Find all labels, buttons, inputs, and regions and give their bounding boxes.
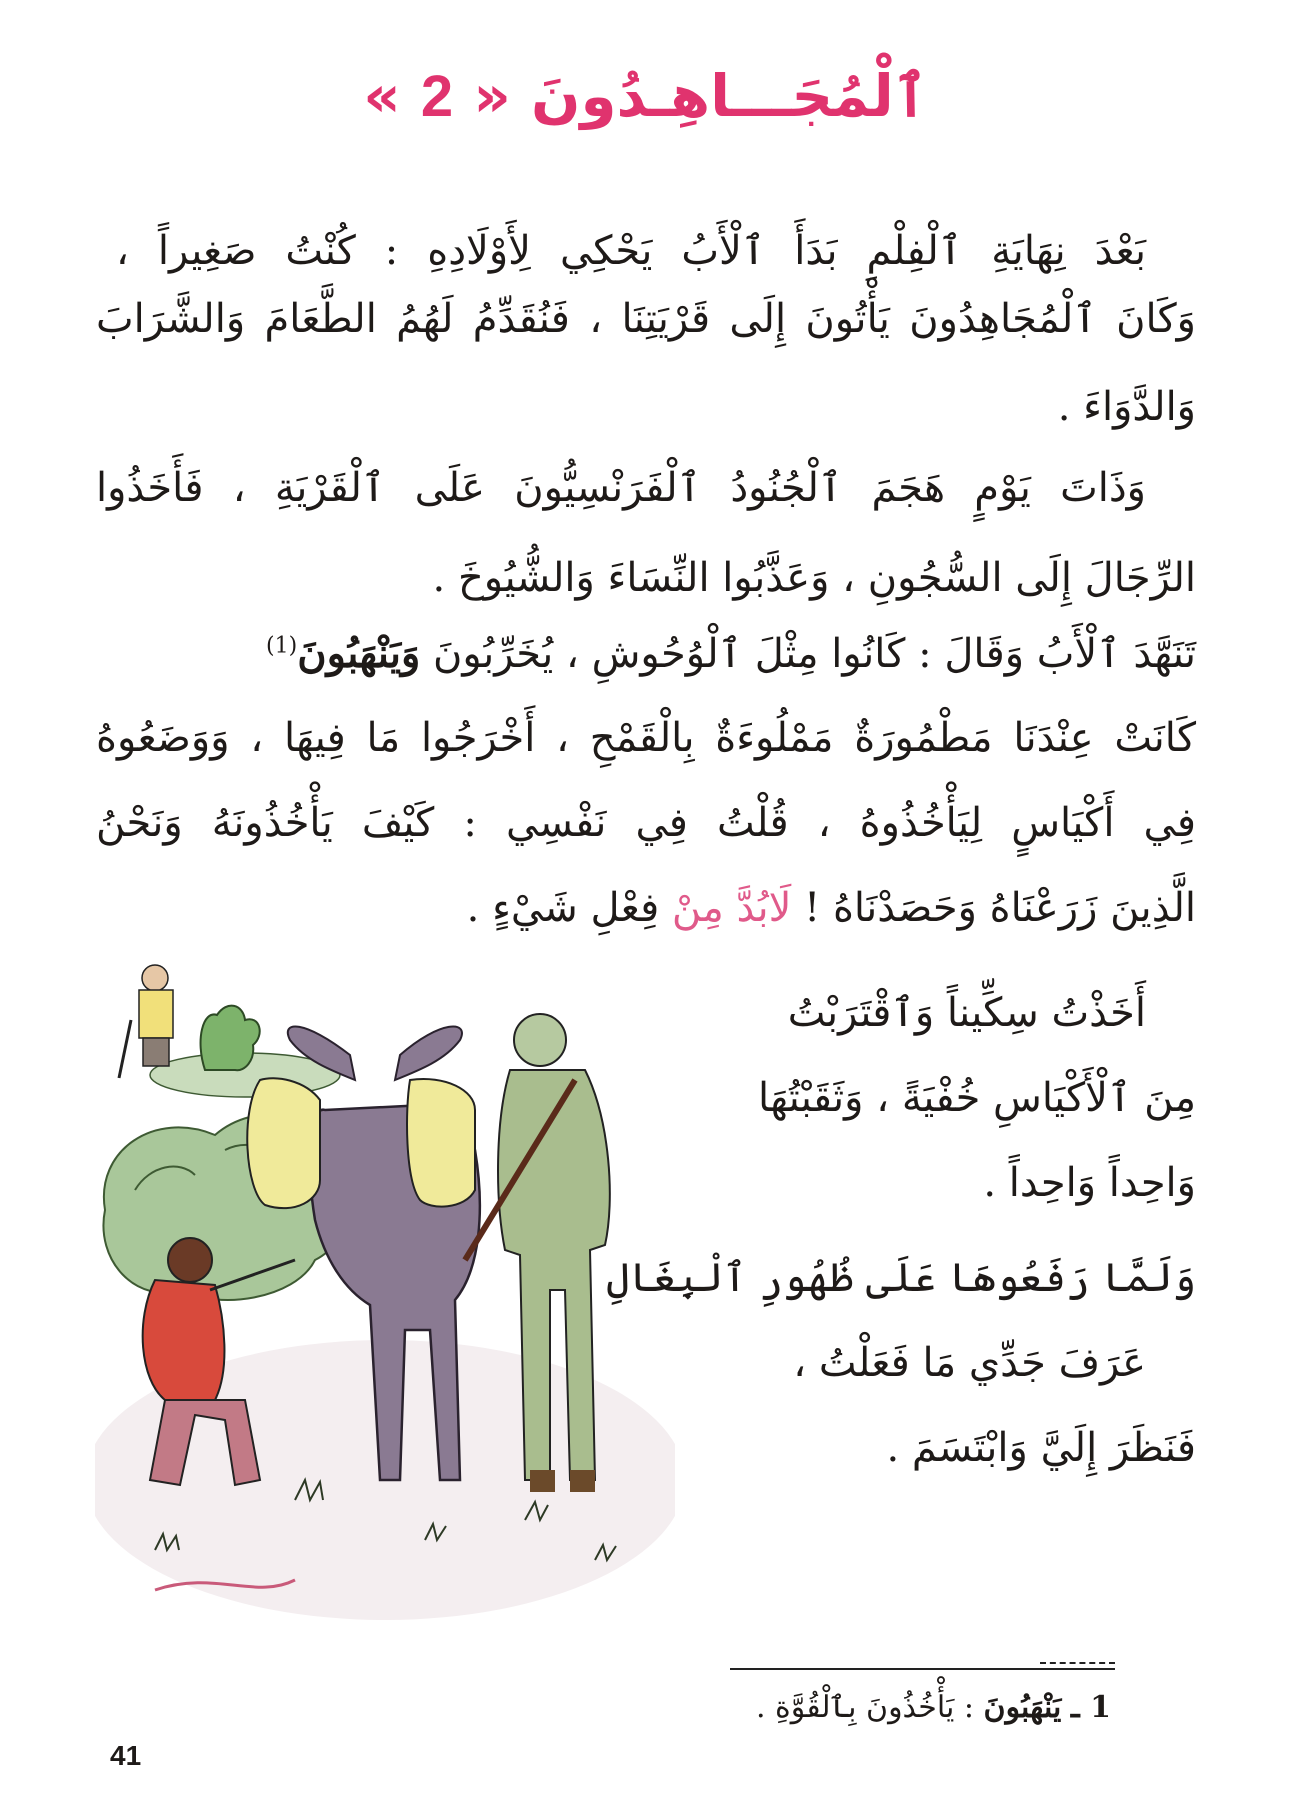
highlighted-phrase: لَابُدَّ مِنْ: [671, 885, 792, 931]
footnote-number: 1 ـ: [1070, 1690, 1111, 1725]
illustration-soldier-mule: [95, 960, 675, 1620]
paragraph-5-line-2: عَرَفَ جَدِّي مَا فَعَلْتُ ،: [793, 1340, 1146, 1386]
footnote-separator: [730, 1668, 1115, 1670]
paragraph-4-line-1: أَخَذْتُ سِكِّيناً وَٱقْتَرَبْتُ: [787, 990, 1146, 1036]
footnote-definition: : يَأْخُذُونَ بِٱلْقُوَّةِ .: [755, 1690, 974, 1725]
lesson-title: [0, 62, 1291, 130]
paragraph-2-line-1: وَذَاتَ يَوْمٍ هَجَمَ ٱلْجُنُودُ ٱلْفَرَنْسِيُّونَ عَلَى ٱلْقَرْيَةِ ، فَأَخَذُوا: [96, 465, 1146, 511]
paragraph-3-line-3: فِي أَكْيَاسٍ لِيَأْخُذُوهُ ، قُلْتُ فِي نَفْسِي : كَيْفَ يَأْخُذُونَهُ وَنَحْنُ: [96, 800, 1196, 846]
title-text: ٱلْمُجَـــاهِـدُونَ: [531, 62, 928, 130]
paragraph-5-line-1: وَلَمَّا رَفَعُوهَا عَلَى ظُهُورِ ٱلْبِغَالِ: [606, 1255, 1196, 1301]
paragraph-1-line-2: وَكَانَ ٱلْمُجَاهِدُونَ يَأْتُونَ إِلَى قَرْيَتِنَا ، فَنُقَدِّمُ لَهُمُ الطَّعَامَ وَالشَّرَابَ: [96, 296, 1196, 342]
paragraph-2-line-2: الرِّجَالَ إِلَى السُّجُونِ ، وَعَذَّبُوا النِّسَاءَ وَالشُّيُوخَ .: [432, 555, 1196, 601]
paragraph-4-line-2: مِنَ ٱلْأَكْيَاسِ خُفْيَةً ، وَثَقَبْتُهَا: [758, 1075, 1196, 1121]
paragraph-3-line-2: كَانَتْ عِنْدَنَا مَطْمُورَةٌ مَمْلُوءَةٌ بِالْقَمْحِ ، أَخْرَجُوا مَا فِيهَا ، وَوَضَعُوهُ: [96, 715, 1196, 761]
paragraph-3-line-1: [266, 630, 1196, 677]
footnote-dash-line: [1040, 1662, 1115, 1664]
paragraph-3-line-4-end: فِعْلِ شَيْءٍ .: [466, 885, 660, 931]
title-number: 2: [420, 64, 454, 129]
paragraph-1-line-3: وَالدَّوَاءَ .: [1057, 384, 1196, 430]
footnote: [756, 1690, 1111, 1725]
paragraph-3-line-4-start: الَّذِينَ زَرَعْنَاهُ وَحَصَدْنَاهُ !: [804, 885, 1196, 931]
footnote-term: يَنْهَبُونَ: [983, 1690, 1062, 1725]
paragraph-3-line-4: [467, 885, 1196, 931]
paragraph-4-line-3: وَاحِداً وَاحِداً .: [983, 1160, 1196, 1206]
paragraph-5-line-3: فَنَظَرَ إِلَيَّ وَابْتَسَمَ .: [886, 1425, 1196, 1471]
title-quote-close: »: [363, 62, 401, 130]
glossary-term-inline: وَيَنْهَبُونَ: [297, 630, 421, 677]
paragraph-3-line-1-start: تَنَهَّدَ ٱلْأَبُ وَقَالَ : كَانُوا مِثْلَ ٱلْوُحُوشِ ، يُخَرِّبُونَ: [433, 631, 1196, 677]
page-number: 41: [110, 1740, 142, 1771]
footnote-reference: (1): [266, 633, 298, 659]
paragraph-1-line-1: بَعْدَ نِهَايَةِ ٱلْفِلْمِ بَدَأَ ٱلْأَبُ يَحْكِي لِأَوْلَادِهِ : كُنْتُ صَغِيراً ،: [116, 228, 1146, 274]
title-quote-open: «: [473, 62, 511, 130]
